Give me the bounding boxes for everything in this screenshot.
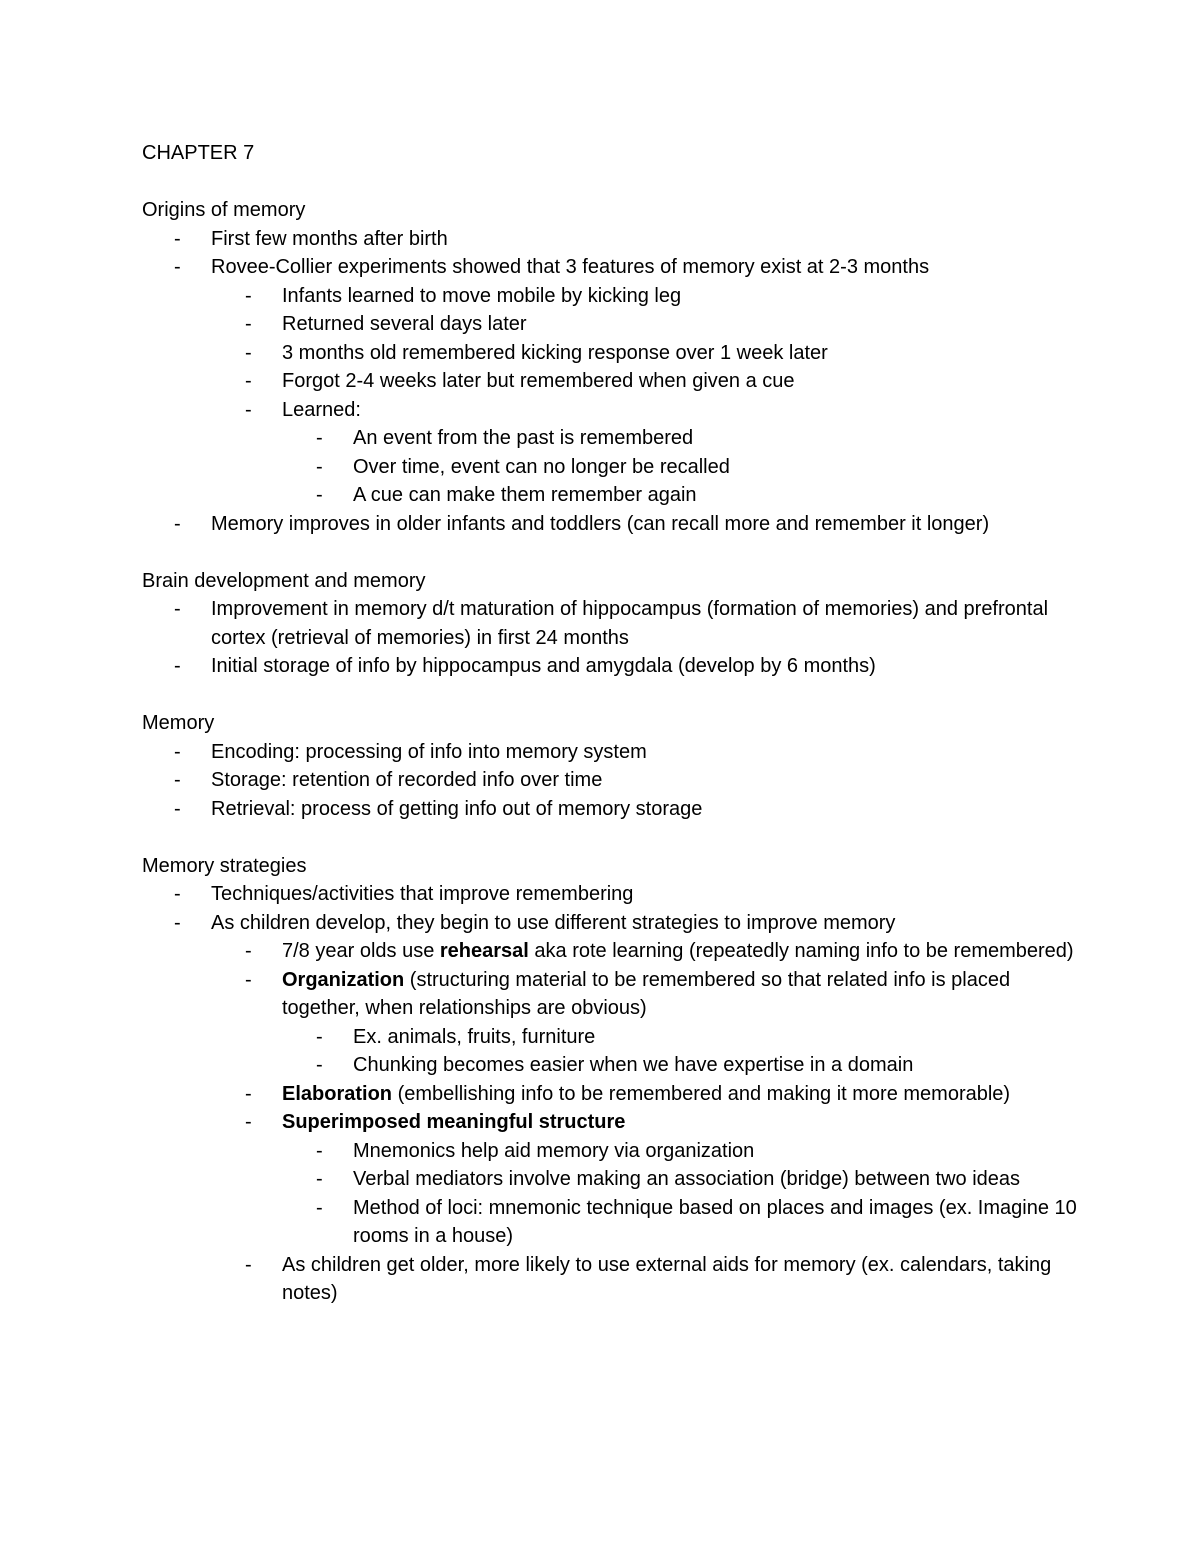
bullet-dash: - bbox=[245, 284, 252, 307]
bullet-list bbox=[142, 225, 1082, 539]
section-heading: Origins of memory bbox=[142, 199, 306, 221]
list-item bbox=[142, 937, 1082, 966]
list-item bbox=[142, 339, 1082, 368]
list-item-text: Verbal mediators involve making an association (bridge) between two ideas bbox=[353, 1168, 1021, 1190]
bullet-dash: - bbox=[316, 1054, 323, 1076]
notes-section bbox=[142, 196, 1082, 538]
list-item bbox=[142, 595, 1082, 652]
list-item-text: A cue can make them remember again bbox=[353, 484, 697, 506]
bullet-dash: - bbox=[174, 512, 181, 535]
section-spacer bbox=[142, 538, 1082, 567]
list-item-text: Memory improves in older infants and toddlers (can recall more and remember it longer) bbox=[211, 512, 990, 535]
section-spacer bbox=[142, 823, 1082, 852]
list-item bbox=[142, 225, 1082, 254]
bold-term: Superimposed meaningful structure bbox=[282, 1111, 626, 1133]
list-item bbox=[142, 481, 1082, 510]
bold-term: Elaboration bbox=[282, 1082, 393, 1105]
list-item-text: As children get older, more likely to use external aids for memory (ex. calendars, taking notes) bbox=[282, 1253, 1052, 1304]
bullet-dash: - bbox=[245, 370, 252, 392]
list-item bbox=[142, 966, 1082, 1023]
notes-section bbox=[142, 709, 1082, 823]
list-item-text: Mnemonics help aid memory via organization bbox=[353, 1139, 755, 1162]
list-item bbox=[142, 310, 1082, 339]
list-item-text: Storage: retention of recorded info over time bbox=[211, 769, 603, 791]
bullet-list bbox=[142, 595, 1082, 681]
notes-section bbox=[142, 567, 1082, 681]
list-item-text: Improvement in memory d/t maturation of hippocampus (formation of memories) and prefrontal cortex (retrieval of memories) in first 24 months bbox=[211, 598, 1049, 649]
list-item-text: Learned: bbox=[282, 398, 361, 421]
list-item-text: Initial storage of info by hippocampus and amygdala (develop by 6 months) bbox=[211, 655, 876, 677]
list-item bbox=[142, 510, 1082, 539]
section-spacer bbox=[142, 681, 1082, 710]
bullet-list bbox=[142, 738, 1082, 824]
section-heading: Brain development and memory bbox=[142, 569, 426, 592]
bullet-dash: - bbox=[245, 398, 252, 421]
bullet-list bbox=[142, 880, 1082, 1308]
list-item-text: Infants learned to move mobile by kicking leg bbox=[282, 284, 682, 307]
bullet-dash: - bbox=[174, 740, 181, 763]
bullet-dash: - bbox=[245, 1253, 252, 1276]
list-item-text: Ex. animals, fruits, furniture bbox=[353, 1025, 596, 1048]
notes-body bbox=[142, 196, 1082, 1308]
list-item-text: Method of loci: mnemonic technique based on places and images (ex. Imagine 10 rooms in a house) bbox=[353, 1196, 1077, 1247]
bullet-dash: - bbox=[174, 883, 181, 905]
list-item-text: Retrieval: process of getting info out of memory storage bbox=[211, 797, 703, 820]
list-item bbox=[142, 1137, 1082, 1166]
bullet-dash: - bbox=[245, 940, 252, 962]
list-item-text: Over time, event can no longer be recalled bbox=[353, 455, 730, 478]
list-item bbox=[142, 396, 1082, 425]
list-item-text: Elaboration (embellishing info to be remembered and making it more memorable) bbox=[282, 1082, 1011, 1105]
list-item bbox=[142, 367, 1082, 396]
list-item bbox=[142, 1251, 1082, 1308]
list-item bbox=[142, 1051, 1082, 1080]
list-item bbox=[142, 453, 1082, 482]
bullet-dash: - bbox=[316, 1139, 323, 1162]
document-page bbox=[142, 139, 1082, 1308]
list-item bbox=[142, 1165, 1082, 1194]
bullet-dash: - bbox=[316, 1196, 323, 1219]
bold-term: rehearsal bbox=[439, 940, 529, 962]
list-item-text bbox=[282, 1111, 625, 1133]
bullet-dash: - bbox=[245, 341, 252, 364]
bullet-dash: - bbox=[316, 484, 323, 506]
bullet-dash: - bbox=[316, 1025, 323, 1048]
list-item bbox=[142, 766, 1082, 795]
section-heading: Memory strategies bbox=[142, 854, 307, 877]
bold-term: Organization bbox=[282, 968, 405, 991]
bullet-dash: - bbox=[245, 1111, 252, 1133]
list-item-text: First few months after birth bbox=[211, 227, 448, 250]
list-item bbox=[142, 1080, 1082, 1109]
list-item bbox=[142, 738, 1082, 767]
bullet-dash: - bbox=[174, 769, 181, 791]
bullet-dash: - bbox=[316, 1168, 323, 1190]
list-item-text: Encoding: processing of info into memory system bbox=[211, 740, 647, 763]
list-item bbox=[142, 424, 1082, 453]
list-item-text: Forgot 2-4 weeks later but remembered when given a cue bbox=[282, 370, 795, 392]
list-item bbox=[142, 652, 1082, 681]
list-item-text: As children develop, they begin to use different strategies to improve memory bbox=[211, 911, 896, 934]
list-item bbox=[142, 282, 1082, 311]
chapter-title: CHAPTER 7 bbox=[142, 142, 255, 164]
list-item-text: 3 months old remembered kicking response over 1 week later bbox=[282, 341, 828, 364]
list-item bbox=[142, 1108, 1082, 1137]
list-item bbox=[142, 1023, 1082, 1052]
list-item-text: Organization (structuring material to be remembered so that related info is placed together, when relationships are obvious) bbox=[282, 968, 1011, 1019]
list-item-text: Techniques/activities that improve remembering bbox=[211, 883, 634, 905]
list-item bbox=[142, 909, 1082, 938]
list-item-text: Rovee-Collier experiments showed that 3 features of memory exist at 2-3 months bbox=[211, 256, 930, 278]
bullet-dash: - bbox=[174, 655, 181, 677]
section-heading: Memory bbox=[142, 712, 215, 734]
list-item-text: Chunking becomes easier when we have expertise in a domain bbox=[353, 1054, 914, 1076]
list-item-text: Returned several days later bbox=[282, 313, 527, 335]
bullet-dash: - bbox=[174, 227, 181, 250]
bullet-dash: - bbox=[174, 256, 181, 278]
bullet-dash: - bbox=[174, 911, 181, 934]
bullet-dash: - bbox=[316, 455, 323, 478]
bullet-dash: - bbox=[316, 427, 323, 449]
bullet-dash: - bbox=[174, 598, 181, 620]
list-item bbox=[142, 795, 1082, 824]
bullet-dash: - bbox=[245, 313, 252, 335]
list-item-text: An event from the past is remembered bbox=[353, 427, 694, 449]
list-item-text: 7/8 year olds use rehearsal aka rote learning (repeatedly naming info to be remembered) bbox=[282, 940, 1074, 962]
notes-section bbox=[142, 852, 1082, 1308]
bullet-dash: - bbox=[245, 968, 252, 991]
list-item bbox=[142, 880, 1082, 909]
bullet-dash: - bbox=[245, 1082, 252, 1105]
list-item bbox=[142, 253, 1082, 282]
list-item bbox=[142, 1194, 1082, 1251]
bullet-dash: - bbox=[174, 797, 181, 820]
